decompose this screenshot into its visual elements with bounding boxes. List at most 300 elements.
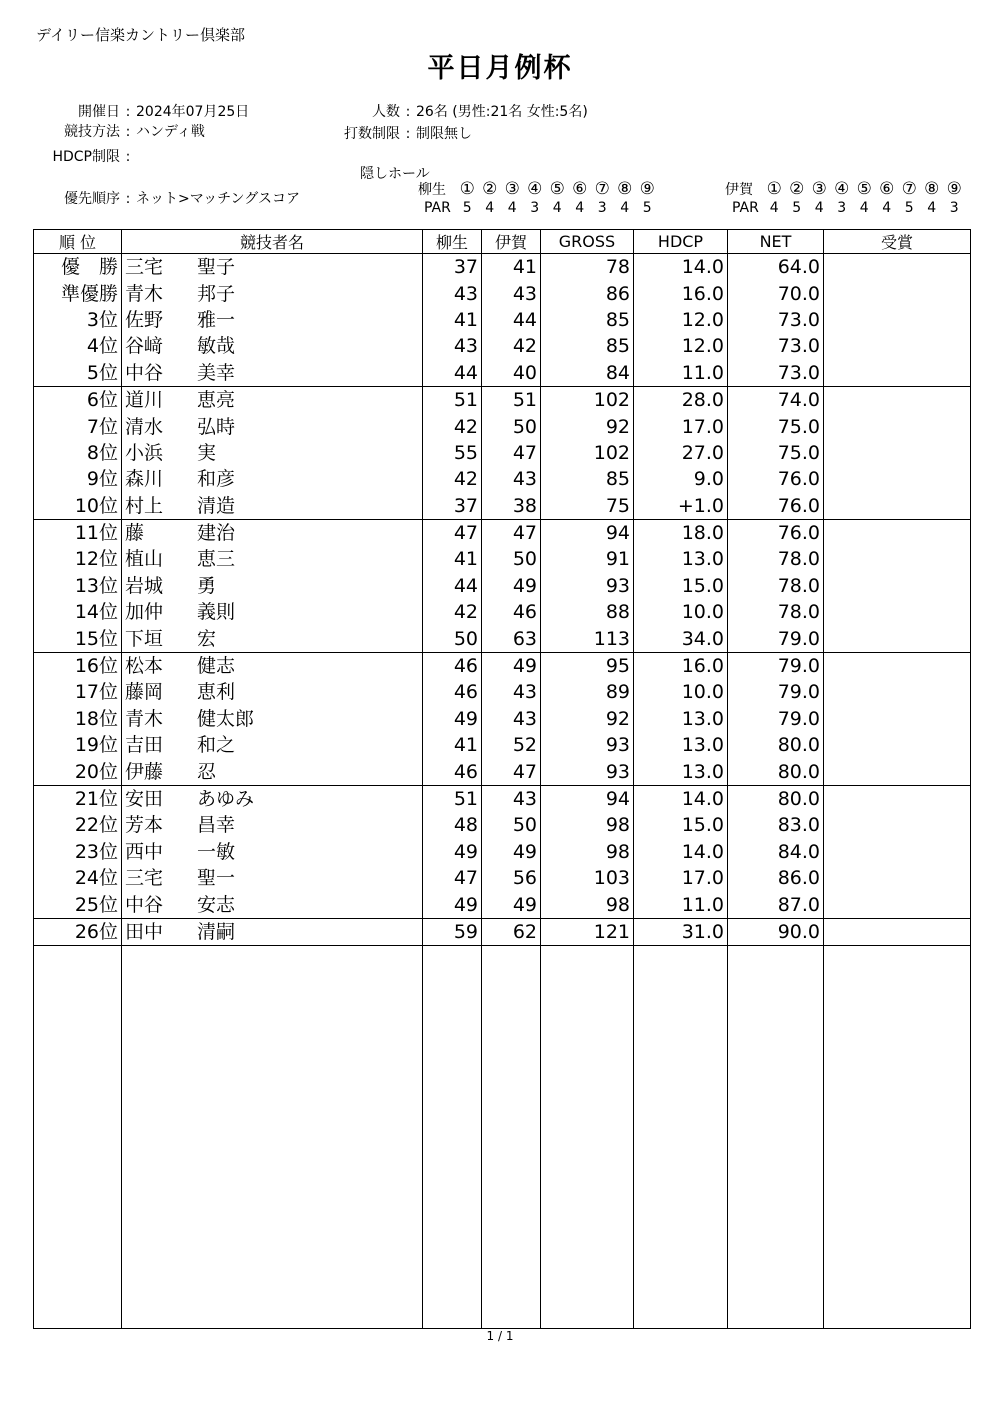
out-cell: 49 — [423, 706, 482, 732]
hole-par: 4 — [769, 200, 779, 216]
net-cell: 73.0 — [728, 333, 824, 359]
in-cell: 42 — [482, 333, 541, 359]
hdcp-cell: 11.0 — [634, 360, 728, 387]
net-cell: 79.0 — [728, 706, 824, 732]
player-name-cell — [122, 599, 423, 625]
gross-cell: 95 — [541, 652, 634, 679]
out-cell: 43 — [423, 280, 482, 306]
hole-par: 3 — [837, 200, 847, 216]
table-row — [34, 386, 971, 413]
net-cell: 76.0 — [728, 466, 824, 492]
rank-cell: 25位 — [34, 891, 122, 918]
award-cell — [824, 493, 971, 520]
gross-cell: 98 — [541, 839, 634, 865]
award-cell — [824, 865, 971, 891]
course-a-pars — [424, 200, 659, 216]
hdcp-cell: 16.0 — [634, 652, 728, 679]
hdcp-cell: 13.0 — [634, 732, 728, 758]
player-last-name: 岩城 — [125, 574, 164, 597]
rank-cell: 18位 — [34, 706, 122, 732]
table-row — [34, 599, 971, 625]
player-name-cell — [122, 466, 423, 492]
hole-number: ⑥ — [572, 179, 588, 199]
award-cell — [824, 599, 971, 625]
empty-cell — [541, 946, 634, 1329]
gross-cell: 103 — [541, 865, 634, 891]
player-last-name: 中谷 — [125, 361, 164, 384]
rank-cell: 21位 — [34, 785, 122, 812]
hdcp-cell: 31.0 — [634, 918, 728, 945]
in-cell: 50 — [482, 546, 541, 572]
player-name-cell — [122, 732, 423, 758]
colon: : — [125, 104, 131, 120]
out-cell: 37 — [423, 493, 482, 520]
course-b-holes — [725, 179, 966, 199]
table-row — [34, 440, 971, 466]
hole-par: 4 — [620, 200, 630, 216]
gross-cell: 85 — [541, 333, 634, 359]
out-cell: 42 — [423, 599, 482, 625]
net-cell: 87.0 — [728, 891, 824, 918]
out-cell: 47 — [423, 865, 482, 891]
player-name-cell — [122, 812, 423, 838]
award-cell — [824, 546, 971, 572]
out-cell: 41 — [423, 546, 482, 572]
table-row — [34, 413, 971, 439]
gross-cell: 94 — [541, 519, 634, 546]
empty-cell — [728, 946, 824, 1329]
player-first-name: 聖一 — [197, 867, 236, 890]
player-first-name: 邦子 — [197, 282, 236, 305]
in-cell: 50 — [482, 812, 541, 838]
rank-cell: 26位 — [34, 918, 122, 945]
player-last-name: 藤 — [125, 522, 145, 545]
hole-number: ⑧ — [617, 179, 633, 199]
hole-number: ⑥ — [879, 179, 895, 199]
net-cell: 80.0 — [728, 758, 824, 785]
net-cell: 70.0 — [728, 280, 824, 306]
gross-cell: 89 — [541, 679, 634, 705]
hdcp-cell: 11.0 — [634, 891, 728, 918]
player-last-name: 三宅 — [125, 867, 164, 890]
out-cell: 47 — [423, 519, 482, 546]
hole-par: 3 — [949, 200, 959, 216]
hole-par: 3 — [530, 200, 540, 216]
net-cell: 64.0 — [728, 254, 824, 281]
table-row — [34, 785, 971, 812]
table-row — [34, 918, 971, 945]
net-cell: 84.0 — [728, 839, 824, 865]
table-row — [34, 758, 971, 785]
in-cell: 46 — [482, 599, 541, 625]
player-name-cell — [122, 918, 423, 945]
rank-cell: 19位 — [34, 732, 122, 758]
limit-label: 打数制限 — [344, 126, 400, 142]
priority-label: 優先順序 — [64, 191, 120, 207]
rank-cell: 14位 — [34, 599, 122, 625]
player-first-name: 恵三 — [197, 548, 236, 571]
player-first-name: 実 — [197, 441, 217, 464]
hole-number: ④ — [834, 179, 850, 199]
player-first-name: 恵亮 — [197, 389, 236, 412]
hole-number: ① — [459, 179, 475, 199]
table-row — [34, 280, 971, 306]
hdcp-cell: 14.0 — [634, 839, 728, 865]
hdcp-cell: 13.0 — [634, 706, 728, 732]
net-cell: 83.0 — [728, 812, 824, 838]
in-cell: 43 — [482, 679, 541, 705]
gross-cell: 86 — [541, 280, 634, 306]
player-name-cell — [122, 758, 423, 785]
rank-cell: 7位 — [34, 413, 122, 439]
hole-par: 4 — [552, 200, 562, 216]
table-row — [34, 546, 971, 572]
out-cell: 51 — [423, 386, 482, 413]
player-name-cell — [122, 254, 423, 281]
table-row — [34, 466, 971, 492]
header-out: 柳生 — [423, 230, 482, 254]
net-cell: 79.0 — [728, 679, 824, 705]
out-cell: 44 — [423, 573, 482, 599]
gross-cell: 98 — [541, 812, 634, 838]
table-header-row — [34, 230, 971, 254]
table-row — [34, 652, 971, 679]
award-cell — [824, 812, 971, 838]
player-last-name: 佐野 — [125, 308, 164, 331]
in-cell: 51 — [482, 386, 541, 413]
hole-number: ④ — [527, 179, 543, 199]
hole-number: ⑧ — [924, 179, 940, 199]
out-cell: 42 — [423, 466, 482, 492]
net-cell: 79.0 — [728, 625, 824, 652]
player-first-name: 一敏 — [197, 840, 236, 863]
rank-cell: 8位 — [34, 440, 122, 466]
award-cell — [824, 333, 971, 359]
table-row — [34, 732, 971, 758]
people-value: 26名 (男性:21名 女性:5名) — [416, 104, 588, 120]
empty-cell — [482, 946, 541, 1329]
hdcp-cell: 13.0 — [634, 758, 728, 785]
net-cell: 80.0 — [728, 732, 824, 758]
player-name-cell — [122, 413, 423, 439]
player-last-name: 青木 — [125, 282, 164, 305]
player-last-name: 三宅 — [125, 256, 164, 279]
hdcp-cell: 14.0 — [634, 785, 728, 812]
hole-number: ⑤ — [856, 179, 872, 199]
player-first-name: 建治 — [197, 522, 236, 545]
gross-cell: 93 — [541, 732, 634, 758]
table-row — [34, 254, 971, 281]
hdcp-cell: 15.0 — [634, 573, 728, 599]
award-cell — [824, 732, 971, 758]
player-last-name: 芳本 — [125, 814, 164, 837]
people-label: 人数 — [372, 104, 400, 120]
info-method — [46, 121, 205, 141]
hole-number: ⑦ — [594, 179, 610, 199]
course-a-holes — [418, 179, 659, 199]
method-label: 競技方法 — [64, 124, 120, 140]
out-cell: 50 — [423, 625, 482, 652]
in-cell: 49 — [482, 839, 541, 865]
in-cell: 43 — [482, 706, 541, 732]
out-cell: 43 — [423, 333, 482, 359]
rank-cell: 11位 — [34, 519, 122, 546]
hole-par: 4 — [927, 200, 937, 216]
net-cell: 90.0 — [728, 918, 824, 945]
gross-cell: 92 — [541, 706, 634, 732]
player-last-name: 安田 — [125, 788, 164, 810]
hdcp-cell: 14.0 — [634, 254, 728, 281]
club-name: デイリー信楽カントリー倶楽部 — [36, 26, 245, 44]
player-first-name: 義則 — [197, 601, 236, 624]
table-row — [34, 679, 971, 705]
hole-par: 3 — [597, 200, 607, 216]
gross-cell: 93 — [541, 573, 634, 599]
hole-par: 5 — [642, 200, 652, 216]
table-row — [34, 625, 971, 652]
colon: : — [125, 124, 131, 140]
player-name-cell — [122, 440, 423, 466]
player-last-name: 吉田 — [125, 734, 164, 757]
in-cell: 52 — [482, 732, 541, 758]
info-limit — [330, 123, 472, 143]
in-cell: 43 — [482, 280, 541, 306]
course-a-name: 柳生 — [418, 182, 446, 198]
net-cell: 79.0 — [728, 652, 824, 679]
out-cell: 41 — [423, 732, 482, 758]
net-cell: 73.0 — [728, 307, 824, 333]
in-cell: 44 — [482, 307, 541, 333]
in-cell: 49 — [482, 573, 541, 599]
out-cell: 46 — [423, 679, 482, 705]
info-priority — [46, 188, 300, 208]
course-b-name: 伊賀 — [725, 182, 753, 198]
player-first-name: 聖子 — [197, 256, 236, 279]
gross-cell: 98 — [541, 891, 634, 918]
gross-cell: 121 — [541, 918, 634, 945]
gross-cell: 102 — [541, 386, 634, 413]
player-last-name: 下垣 — [125, 627, 164, 650]
player-first-name: 和彦 — [197, 468, 236, 491]
hdcp-cell: 10.0 — [634, 599, 728, 625]
gross-cell: 94 — [541, 785, 634, 812]
info-people — [330, 101, 588, 121]
par-label: PAR — [424, 200, 451, 216]
course-b-pars — [732, 200, 966, 216]
player-first-name: 雅一 — [197, 308, 236, 331]
gross-cell: 113 — [541, 625, 634, 652]
out-cell: 48 — [423, 812, 482, 838]
empty-cell — [423, 946, 482, 1329]
player-first-name: 忍 — [197, 760, 217, 783]
player-name-cell — [122, 573, 423, 599]
award-cell — [824, 839, 971, 865]
gross-cell: 93 — [541, 758, 634, 785]
gross-cell: 92 — [541, 413, 634, 439]
date-value: 2024年07月25日 — [136, 104, 250, 120]
player-first-name: あゆみ — [197, 788, 255, 810]
rank-cell: 17位 — [34, 679, 122, 705]
award-cell — [824, 280, 971, 306]
player-first-name: 清造 — [197, 494, 236, 517]
player-first-name: 弘時 — [197, 415, 236, 438]
rank-cell: 4位 — [34, 333, 122, 359]
out-cell: 49 — [423, 891, 482, 918]
net-cell: 75.0 — [728, 440, 824, 466]
net-cell: 78.0 — [728, 546, 824, 572]
out-cell: 55 — [423, 440, 482, 466]
hole-par: 4 — [882, 200, 892, 216]
in-cell: 47 — [482, 758, 541, 785]
rank-cell: 優 勝 — [34, 254, 122, 281]
table-row — [34, 519, 971, 546]
table-row — [34, 333, 971, 359]
net-cell: 75.0 — [728, 413, 824, 439]
player-last-name: 西中 — [125, 840, 164, 863]
hidden-holes-title: 隠しホール — [360, 166, 430, 182]
hdcp-cell: 16.0 — [634, 280, 728, 306]
par-label: PAR — [732, 200, 759, 216]
in-cell: 40 — [482, 360, 541, 387]
player-first-name: 美幸 — [197, 361, 236, 384]
method-value: ハンディ戦 — [136, 124, 205, 140]
award-cell — [824, 679, 971, 705]
hdcp-cell: 18.0 — [634, 519, 728, 546]
rank-cell: 13位 — [34, 573, 122, 599]
hole-par: 4 — [507, 200, 517, 216]
colon: : — [405, 126, 411, 142]
award-cell — [824, 625, 971, 652]
award-cell — [824, 519, 971, 546]
player-name-cell — [122, 307, 423, 333]
rank-cell: 23位 — [34, 839, 122, 865]
table-row — [34, 891, 971, 918]
out-cell: 49 — [423, 839, 482, 865]
player-last-name: 松本 — [125, 655, 164, 678]
hdcp-cell: 9.0 — [634, 466, 728, 492]
header-gross: GROSS — [541, 230, 634, 254]
award-cell — [824, 386, 971, 413]
out-cell: 51 — [423, 785, 482, 812]
player-name-cell — [122, 493, 423, 520]
out-cell: 46 — [423, 652, 482, 679]
empty-cell — [824, 946, 971, 1329]
gross-cell: 75 — [541, 493, 634, 520]
gross-cell: 84 — [541, 360, 634, 387]
gross-cell: 91 — [541, 546, 634, 572]
in-cell: 62 — [482, 918, 541, 945]
player-name-cell — [122, 679, 423, 705]
player-last-name: 加仲 — [125, 601, 164, 624]
hole-par: 5 — [792, 200, 802, 216]
player-first-name: 敏哉 — [197, 335, 236, 358]
gross-cell: 102 — [541, 440, 634, 466]
award-cell — [824, 307, 971, 333]
table-row — [34, 865, 971, 891]
in-cell: 38 — [482, 493, 541, 520]
player-name-cell — [122, 360, 423, 387]
page-number: 1 / 1 — [486, 1329, 514, 1343]
in-cell: 43 — [482, 785, 541, 812]
award-cell — [824, 758, 971, 785]
rank-cell: 12位 — [34, 546, 122, 572]
player-name-cell — [122, 891, 423, 918]
award-cell — [824, 360, 971, 387]
page-title: 平日月例杯 — [427, 53, 573, 84]
player-last-name: 清水 — [125, 415, 164, 438]
award-cell — [824, 466, 971, 492]
header-hdcp: HDCP — [634, 230, 728, 254]
hole-par: 5 — [462, 200, 472, 216]
hdcp-label: HDCP制限 — [52, 149, 120, 165]
hdcp-cell: +1.0 — [634, 493, 728, 520]
player-first-name: 宏 — [197, 627, 217, 650]
out-cell: 59 — [423, 918, 482, 945]
hole-par: 5 — [904, 200, 914, 216]
net-cell: 76.0 — [728, 493, 824, 520]
player-first-name: 健太郎 — [197, 707, 255, 730]
player-last-name: 青木 — [125, 707, 164, 730]
hdcp-cell: 10.0 — [634, 679, 728, 705]
hdcp-cell: 12.0 — [634, 307, 728, 333]
net-cell: 78.0 — [728, 599, 824, 625]
rank-cell: 準優勝 — [34, 280, 122, 306]
header-award: 受賞 — [824, 230, 971, 254]
header-rank: 順 位 — [34, 230, 122, 254]
net-cell: 80.0 — [728, 785, 824, 812]
rank-cell: 9位 — [34, 466, 122, 492]
hdcp-cell: 17.0 — [634, 865, 728, 891]
player-name-cell — [122, 333, 423, 359]
player-name-cell — [122, 625, 423, 652]
net-cell: 86.0 — [728, 865, 824, 891]
colon: : — [125, 191, 131, 207]
table-row — [34, 307, 971, 333]
rank-cell: 3位 — [34, 307, 122, 333]
rank-cell: 16位 — [34, 652, 122, 679]
date-label: 開催日 — [78, 104, 120, 120]
net-cell: 76.0 — [728, 519, 824, 546]
rank-cell: 10位 — [34, 493, 122, 520]
in-cell: 56 — [482, 865, 541, 891]
rank-cell: 24位 — [34, 865, 122, 891]
hole-number: ⑨ — [946, 179, 962, 199]
award-cell — [824, 785, 971, 812]
hdcp-cell: 17.0 — [634, 413, 728, 439]
in-cell: 43 — [482, 466, 541, 492]
player-first-name: 恵利 — [197, 681, 236, 704]
player-name-cell — [122, 280, 423, 306]
in-cell: 47 — [482, 519, 541, 546]
rank-cell: 5位 — [34, 360, 122, 387]
info-date — [46, 101, 249, 121]
award-cell — [824, 440, 971, 466]
hdcp-cell: 28.0 — [634, 386, 728, 413]
empty-cell — [34, 946, 122, 1329]
colon: : — [405, 104, 411, 120]
hdcp-cell: 34.0 — [634, 625, 728, 652]
out-cell: 46 — [423, 758, 482, 785]
table-row — [34, 706, 971, 732]
player-last-name: 植山 — [125, 548, 164, 571]
player-name-cell — [122, 386, 423, 413]
hole-par: 4 — [485, 200, 495, 216]
hdcp-cell: 12.0 — [634, 333, 728, 359]
table-row — [34, 839, 971, 865]
in-cell: 49 — [482, 891, 541, 918]
limit-value: 制限無し — [416, 126, 472, 142]
hole-number: ② — [789, 179, 805, 199]
